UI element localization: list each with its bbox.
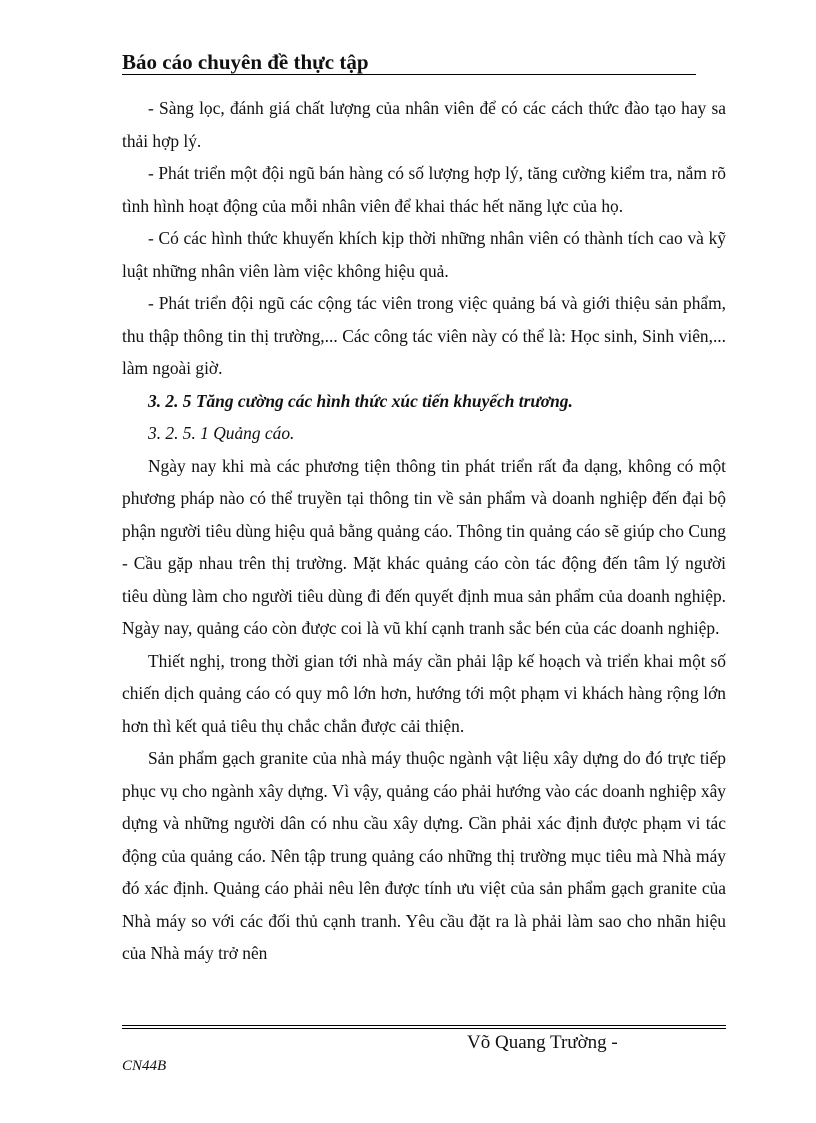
page-header <box>122 50 696 75</box>
subsection-heading: 3. 2. 5. 1 Quảng cáo. <box>148 423 295 443</box>
section-heading: 3. 2. 5 Tăng cường các hình thức xúc tiến khuyếch trương. <box>148 390 573 411</box>
paragraph-sales-team: - Phát triển một đội ngũ bán hàng có số lượng hợp lý, tăng cường kiểm tra, nắm rõ tình hình hoạt động của mỗi nhân viên để khai thác hết năng lực của họ. <box>122 163 726 216</box>
footer-divider <box>122 1025 726 1026</box>
footer-class-code: CN44B <box>122 1058 167 1074</box>
footer-author: Võ Quang Trường - <box>467 1032 618 1053</box>
paragraph-rewards: - Có các hình thức khuyến khích kịp thời những nhân viên có thành tích cao và kỹ luật những nhân viên làm việc không hiệu quả. <box>122 228 726 281</box>
paragraph-granite-product: Sản phẩm gạch granite của nhà máy thuộc ngành vật liệu xây dựng do đó trực tiếp phục vụ cho ngành xây dựng. Vì vậy, quảng cáo phải hướng vào các doanh nghiệp xây dựng và những người dân có nhu cầu xây dựng. Cần phải xác định được phạm vi tác động của quảng cáo. Nên tập trung quảng cáo những thị trường mục tiêu mà Nhà máy đó xác định. Quảng cáo phải nêu lên được tính ưu việt của sản phẩm gạch granite của Nhà máy so với các đối thủ cạnh tranh. Yêu cầu đặt ra là phải làm sao cho nhãn hiệu của Nhà máy trở nên <box>122 748 726 963</box>
document-body <box>122 92 726 970</box>
report-title: Báo cáo chuyên đề thực tập <box>122 50 369 74</box>
paragraph-advertising-plan: Thiết nghị, trong thời gian tới nhà máy cần phải lập kế hoạch và triển khai một số chiến dịch quảng cáo có quy mô lớn hơn, hướng tới một phạm vi khách hàng rộng lớn hơn thì kết quả tiêu thụ chắc chắn được cải thiện. <box>122 650 726 736</box>
paragraph-advertising-intro: Ngày nay khi mà các phương tiện thông tin phát triển rất đa dạng, không có một phương pháp nào có thể truyền tại thông tin về sản phẩm và doanh nghiệp đến đại bộ phận người tiêu dùng hiệu quả bằng quảng cáo. Thông tin quảng cáo sẽ giúp cho Cung - Cầu gặp nhau trên thị trường. Mặt khác quảng cáo còn tác động đến tâm lý người tiêu dùng làm cho người tiêu dùng đi đến quyết định mua sản phẩm của doanh nghiệp. Ngày nay, quảng cáo còn được coi là vũ khí cạnh tranh sắc bén của các doanh nghiệp. <box>122 455 726 638</box>
paragraph-screening: - Sàng lọc, đánh giá chất lượng của nhân viên để có các cách thức đào tạo hay sa thải hợp lý. <box>122 98 726 151</box>
footer-divider-double <box>122 1028 726 1029</box>
paragraph-collaborators: - Phát triển đội ngũ các cộng tác viên trong việc quảng bá và giới thiệu sản phẩm, thu thập thông tin thị trường,... Các công tác viên này có thể là: Học sinh, Sinh viên,... làm ngoài giờ. <box>122 293 726 378</box>
